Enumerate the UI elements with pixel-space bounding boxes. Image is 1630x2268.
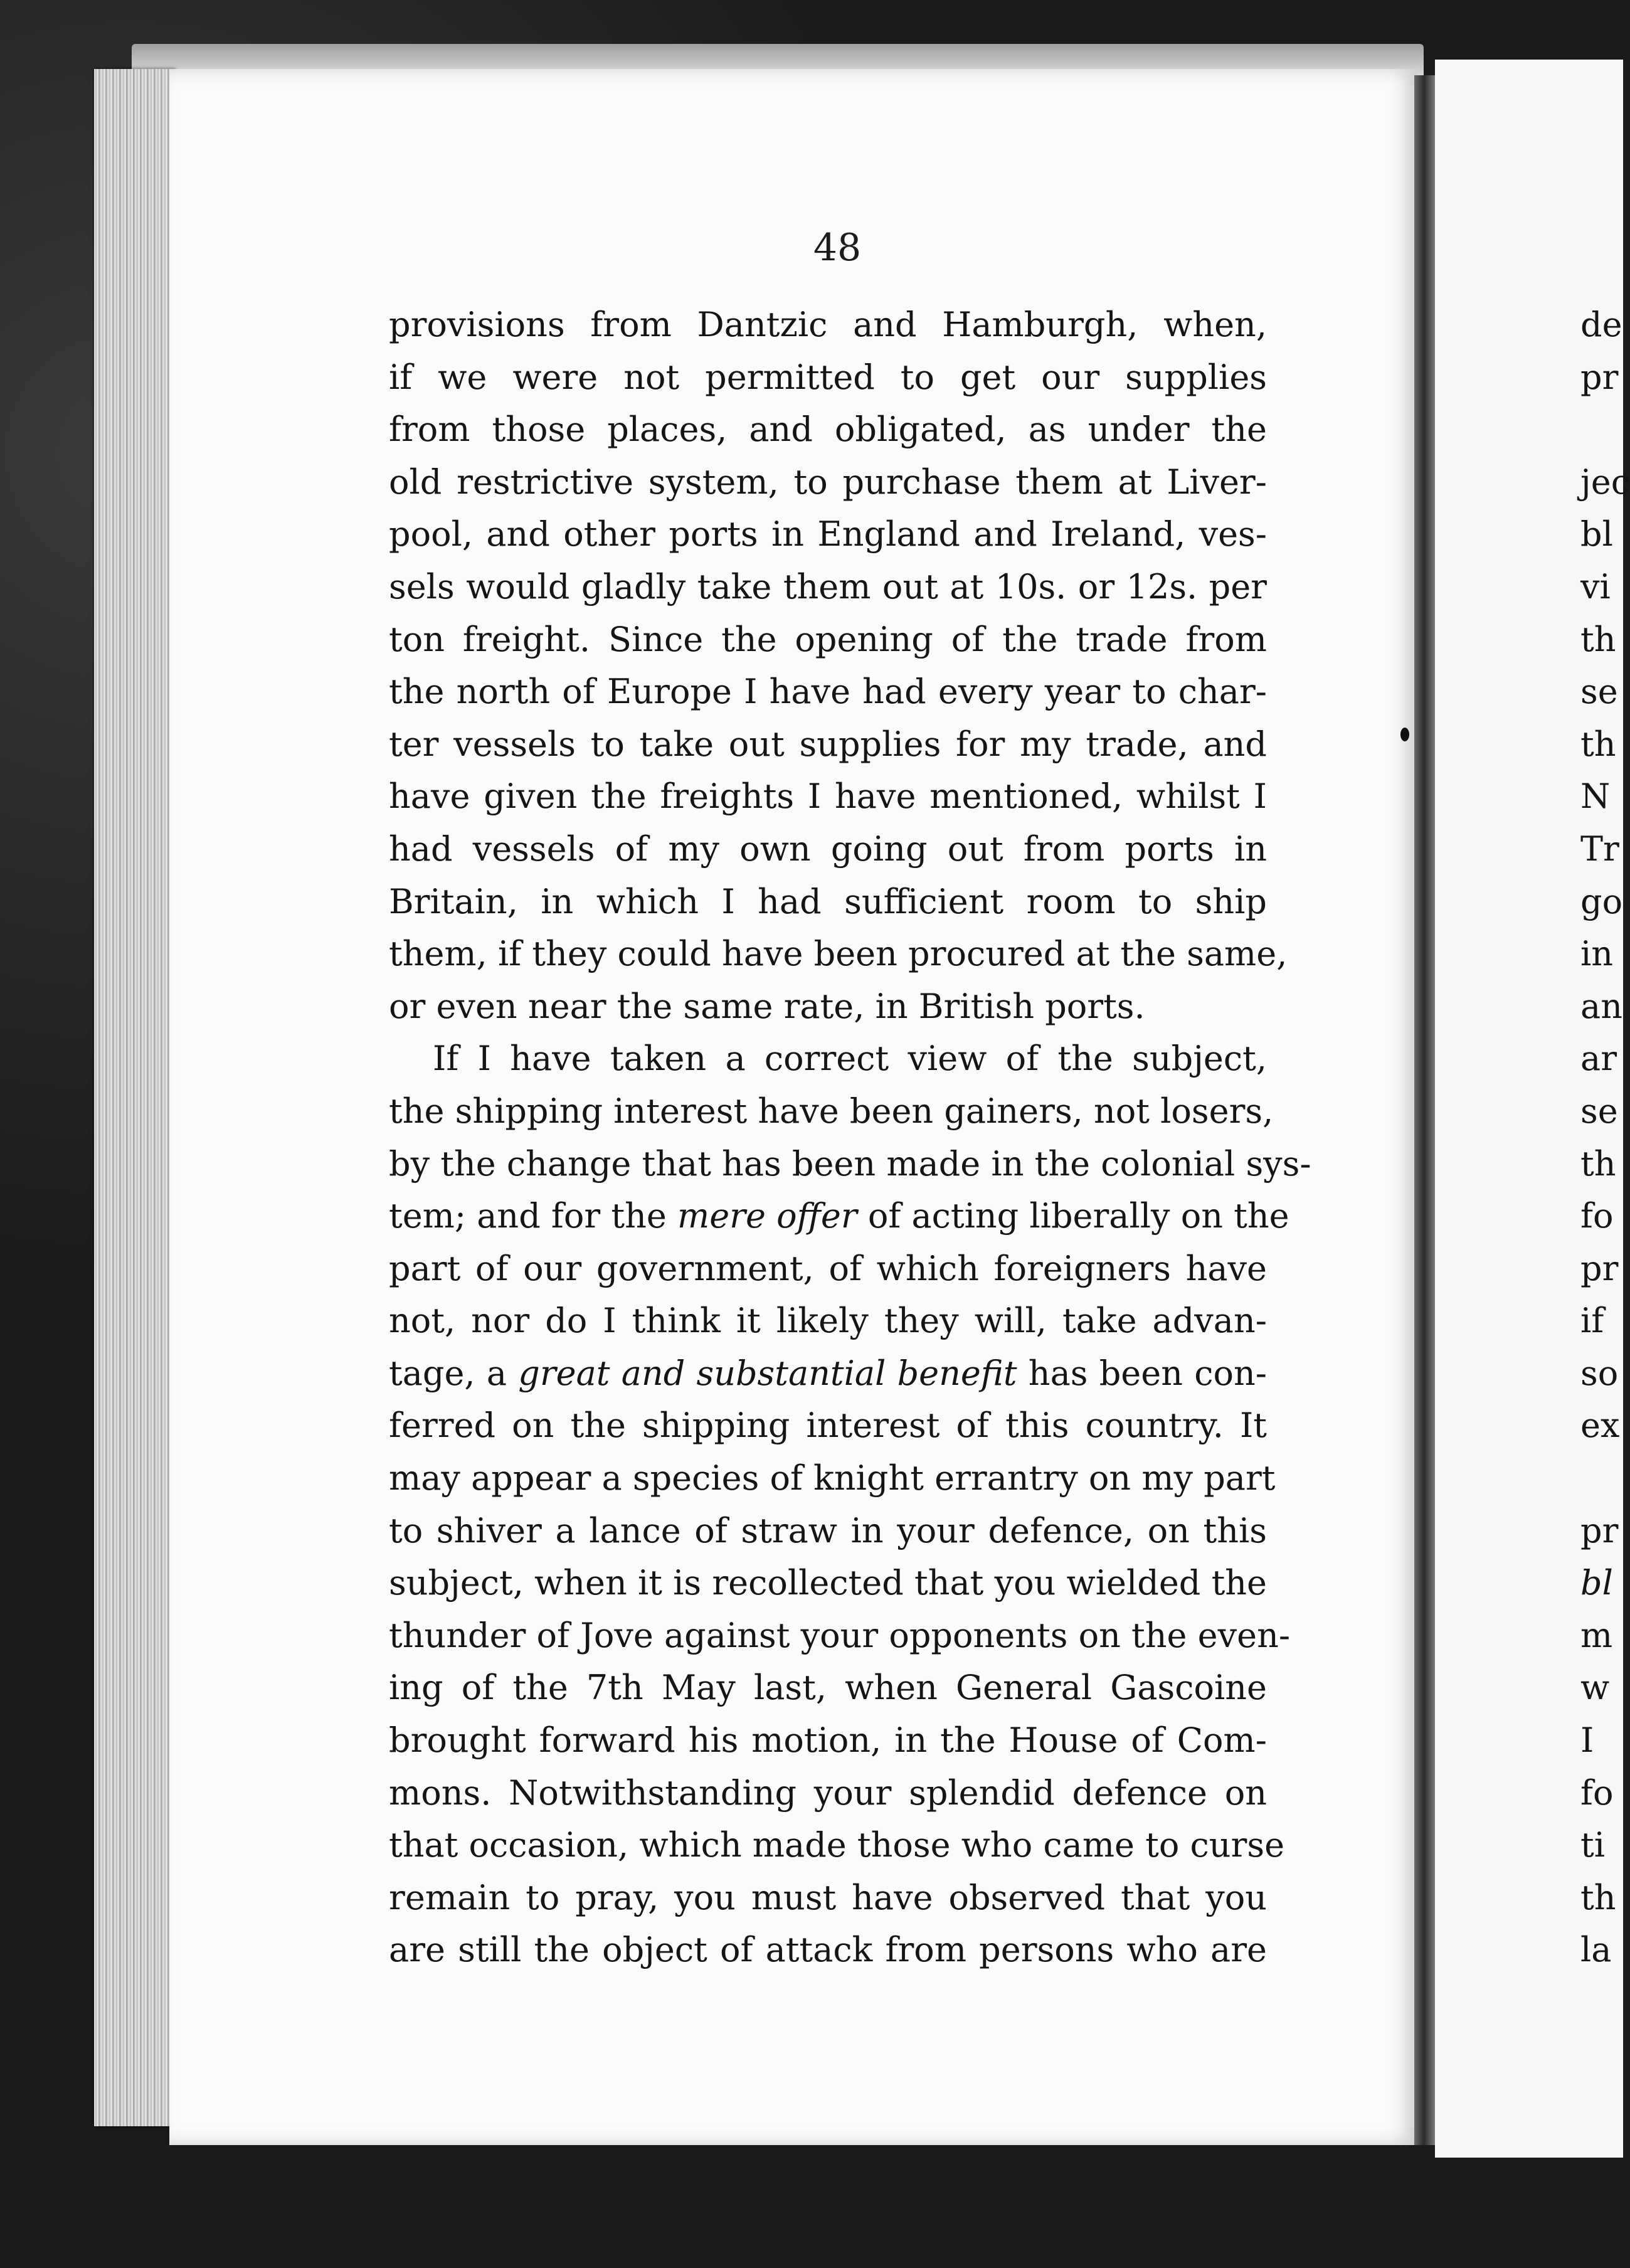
right-page-fragment: th xyxy=(1580,1877,1616,1917)
text-line: not, nor do I think it likely they will, take advan- xyxy=(389,1301,1267,1341)
text-line: old restrictive system, to purchase them at Liver- xyxy=(389,462,1267,502)
right-page-fragment: in xyxy=(1580,934,1614,974)
right-page-fragment: th xyxy=(1580,619,1616,659)
right-page-fragment: vi xyxy=(1580,566,1611,607)
right-page-fragment: so xyxy=(1580,1353,1619,1393)
right-page-fragment: bl xyxy=(1580,514,1613,554)
text-line: the shipping interest have been gainers, not losers, xyxy=(389,1091,1274,1131)
page-number: 48 xyxy=(813,226,862,270)
text-line: ing of the 7th May last, when General Gascoine xyxy=(389,1668,1267,1708)
right-page-fragment: fo xyxy=(1580,1196,1614,1236)
text-line: subject, when it is recollected that you wielded the xyxy=(389,1563,1267,1603)
right-page-text-fragments xyxy=(1580,299,1630,1976)
text-line: by the change that has been made in the colonial sys- xyxy=(389,1143,1311,1184)
right-page-fragment: se xyxy=(1580,1091,1618,1131)
text-line: sels would gladly take them out at 10s. or 12s. per xyxy=(389,566,1267,607)
text-line: may appear a species of knight errantry on my part xyxy=(389,1458,1276,1498)
text-line: remain to pray, you must have observed that you xyxy=(389,1877,1267,1917)
text-line: pool, and other ports in England and Ireland, ves- xyxy=(389,514,1267,554)
text-line: Britain, in which I had sufficient room to ship xyxy=(389,881,1267,921)
right-page-fragment: Tr xyxy=(1580,829,1619,869)
text-line: that occasion, which made those who came to curse xyxy=(389,1825,1285,1865)
right-page-fragment: bl xyxy=(1580,1563,1613,1603)
left-page-text xyxy=(389,299,1311,1976)
right-page-fragment: th xyxy=(1580,1143,1616,1184)
text-line: had vessels of my own going out from ports in xyxy=(389,829,1267,869)
right-page-fragment: go xyxy=(1580,881,1623,921)
paragraph-start-line: If I have taken a correct view of the subject, xyxy=(433,1039,1267,1079)
right-page-fragment xyxy=(1580,1452,1623,1505)
right-page-fragment: pr xyxy=(1580,1510,1619,1550)
text-line: brought forward his motion, in the House of Com- xyxy=(389,1720,1267,1761)
text-line: ter vessels to take out supplies for my trade, and xyxy=(389,724,1267,764)
text-line: ton freight. Since the opening of the trade from xyxy=(389,619,1267,659)
text-line: them, if they could have been procured at the same, xyxy=(389,934,1288,974)
text-line: if we were not permitted to get our supplies xyxy=(389,357,1267,397)
right-page-fragment: if xyxy=(1580,1301,1604,1341)
right-page-fragment: N xyxy=(1580,776,1611,817)
text-line: part of our government, of which foreigners have xyxy=(389,1248,1267,1288)
text-line: thunder of Jove against your opponents on the even- xyxy=(389,1615,1291,1655)
text-line: mons. Notwithstanding your splendid defence on xyxy=(389,1773,1267,1813)
italic-phrase: mere offer xyxy=(677,1196,857,1236)
right-page-fragment: w xyxy=(1580,1668,1610,1708)
right-page-fragment: ex xyxy=(1580,1406,1620,1446)
text-line: have given the freights I have mentioned, whilst I xyxy=(389,776,1267,817)
text-line: ferred on the shipping interest of this country. It xyxy=(389,1406,1267,1446)
right-page-fragment: pr xyxy=(1580,357,1619,397)
text-line-with-italic: tem; and for the mere offer of acting liberally on the xyxy=(389,1196,1289,1236)
text-line: from those places, and obligated, as under the xyxy=(389,410,1267,450)
italic-phrase: great and substantial benefit xyxy=(518,1353,1017,1393)
right-page-fragment: de xyxy=(1580,305,1622,344)
text-line: are still the object of attack from persons who are xyxy=(389,1930,1267,1970)
right-page-fragment: ar xyxy=(1580,1039,1617,1079)
text-line: or even near the same rate, in British ports. xyxy=(389,986,1145,1026)
book-page-edges xyxy=(94,69,176,2126)
right-page-fragment: an xyxy=(1580,986,1622,1026)
text-line-with-italic: tage, a great and substantial benefit has been con- xyxy=(389,1353,1267,1393)
right-page-fragment: la xyxy=(1580,1930,1612,1970)
right-page-fragment: m xyxy=(1580,1615,1613,1655)
right-page-fragment: ti xyxy=(1580,1825,1605,1865)
right-page-fragment xyxy=(1580,403,1623,456)
right-page-fragment: fo xyxy=(1580,1773,1614,1813)
right-page-fragment: th xyxy=(1580,724,1616,764)
right-page-fragment: pr xyxy=(1580,1248,1619,1288)
text-line: provisions from Dantzic and Hamburgh, when, xyxy=(389,305,1267,344)
text-line: to shiver a lance of straw in your defence, on this xyxy=(389,1510,1267,1550)
book-gutter xyxy=(1414,75,1436,2145)
binding-mark xyxy=(1400,728,1409,741)
right-page-fragment: I xyxy=(1580,1720,1594,1761)
right-page-fragment: jec xyxy=(1580,462,1630,502)
right-page-fragment: se xyxy=(1580,672,1618,712)
text-line: the north of Europe I have had every year to char- xyxy=(389,672,1267,712)
